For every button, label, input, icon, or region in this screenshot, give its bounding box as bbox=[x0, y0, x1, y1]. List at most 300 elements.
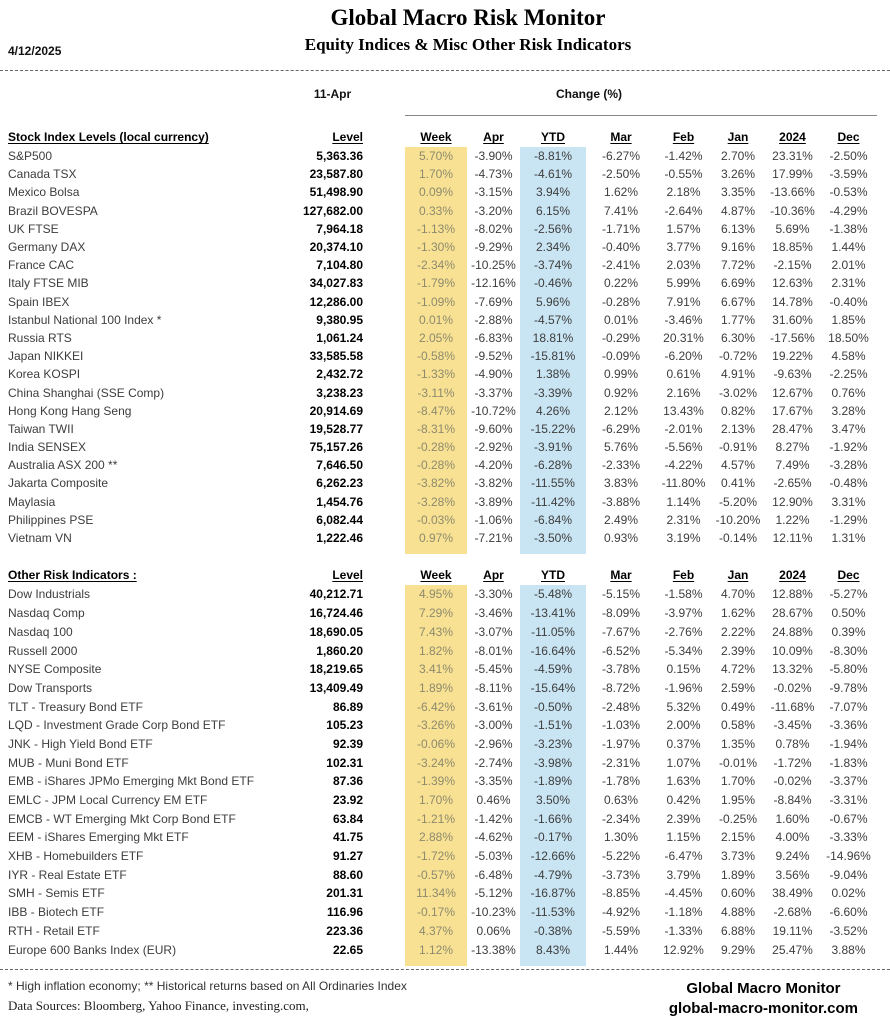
cell-2024: 14.78% bbox=[772, 294, 813, 309]
cell-jan: -0.14% bbox=[718, 531, 758, 546]
row-label: Jakarta Composite bbox=[8, 476, 109, 491]
cell-dec: -9.78% bbox=[829, 680, 868, 695]
cell-gap bbox=[365, 604, 405, 623]
cell-2024: 25.47% bbox=[772, 942, 813, 957]
cell-mar: -2.34% bbox=[601, 811, 641, 826]
cell-2024: -17.56% bbox=[770, 330, 815, 345]
cell-2024: 12.63% bbox=[772, 276, 813, 291]
cell-dec: -0.67% bbox=[829, 811, 868, 826]
cell-feb: 12.92% bbox=[663, 942, 704, 957]
cell-mar: -2.48% bbox=[601, 699, 641, 714]
cell-jan: 6.69% bbox=[720, 276, 756, 291]
cell-feb: 2.39% bbox=[666, 811, 701, 826]
cell-feb: 2.16% bbox=[666, 385, 701, 400]
cell-gap bbox=[365, 420, 405, 438]
table-row bbox=[8, 147, 877, 165]
cell-2024: 12.90% bbox=[772, 494, 813, 509]
cell-2024: 12.67% bbox=[772, 385, 813, 400]
cell-feb: 0.15% bbox=[666, 662, 701, 677]
cell-gap bbox=[365, 493, 405, 511]
cell-week: 1.70% bbox=[405, 165, 467, 183]
cell-ytd: -11.53% bbox=[520, 903, 586, 922]
cell-week: -0.58% bbox=[405, 347, 467, 365]
cell-week: 3.41% bbox=[405, 660, 467, 679]
cell-mar: -0.40% bbox=[601, 240, 641, 255]
col-header-feb: Feb bbox=[672, 568, 695, 583]
cell-apr: -9.29% bbox=[474, 240, 513, 255]
cell-ytd: -3.98% bbox=[520, 753, 586, 772]
cell-jan: -0.25% bbox=[718, 811, 758, 826]
row-label: RTH - Retail ETF bbox=[8, 923, 100, 938]
spacer-cell bbox=[520, 547, 586, 554]
row-label: France CAC bbox=[8, 258, 75, 273]
cell-2024: 19.22% bbox=[772, 349, 813, 364]
table-row bbox=[8, 529, 877, 547]
spacer-cell bbox=[365, 547, 405, 554]
cell-mar: -1.78% bbox=[601, 774, 641, 789]
cell-ytd: -1.89% bbox=[520, 772, 586, 791]
table-row bbox=[8, 604, 877, 623]
cell-dec: 4.58% bbox=[831, 349, 866, 364]
cell-feb: -3.97% bbox=[664, 606, 703, 621]
cell-jan: 2.15% bbox=[720, 830, 756, 845]
cell-feb: -1.42% bbox=[664, 149, 703, 164]
table-row bbox=[8, 511, 877, 529]
cell-level: 1,454.76 bbox=[316, 494, 363, 509]
cell-week: -1.39% bbox=[405, 772, 467, 791]
cell-2024: 13.32% bbox=[772, 662, 813, 677]
cell-level: 16,724.46 bbox=[309, 606, 363, 621]
table-row bbox=[8, 474, 877, 492]
cell-level: 20,374.10 bbox=[309, 240, 363, 255]
cell-gap bbox=[365, 347, 405, 365]
cell-level: 105.23 bbox=[326, 718, 363, 733]
cell-gap bbox=[365, 679, 405, 698]
cell-gap bbox=[365, 183, 405, 201]
cell-apr: -3.90% bbox=[474, 149, 513, 164]
col-header-mar: Mar bbox=[610, 568, 632, 583]
spacer-cell bbox=[365, 959, 405, 966]
cell-mar: 0.92% bbox=[603, 385, 639, 400]
spacer-cell bbox=[405, 959, 467, 966]
cell-mar: -2.41% bbox=[601, 258, 641, 273]
col-header-level: Level bbox=[332, 130, 363, 144]
row-label: Russia RTS bbox=[8, 330, 72, 345]
cell-ytd: -8.81% bbox=[520, 147, 586, 165]
cell-apr: -2.96% bbox=[474, 736, 513, 751]
row-label: Mexico Bolsa bbox=[8, 185, 80, 200]
cell-dec: 0.76% bbox=[831, 385, 866, 400]
table-row bbox=[8, 456, 877, 474]
cell-dec: 18.50% bbox=[828, 330, 869, 345]
cell-gap bbox=[365, 311, 405, 329]
cell-level: 6,082.44 bbox=[316, 512, 363, 527]
cell-jan: -5.20% bbox=[718, 494, 758, 509]
cell-level: 63.84 bbox=[332, 811, 363, 826]
cell-ytd: 1.38% bbox=[520, 365, 586, 383]
col-header-feb: Feb bbox=[672, 130, 695, 144]
cell-2024: -3.45% bbox=[773, 718, 812, 733]
cell-mar: -4.92% bbox=[601, 905, 641, 920]
cell-feb: 0.37% bbox=[666, 736, 701, 751]
table-row bbox=[8, 493, 877, 511]
cell-feb: 2.00% bbox=[666, 718, 701, 733]
cell-feb: -4.45% bbox=[664, 886, 703, 901]
table-row bbox=[8, 202, 877, 220]
cell-2024: 12.11% bbox=[772, 531, 813, 546]
cell-ytd: -3.23% bbox=[520, 735, 586, 754]
cell-level: 19,528.77 bbox=[309, 421, 363, 436]
cell-2024: 31.60% bbox=[772, 312, 813, 327]
cell-dec: -14.96% bbox=[826, 849, 871, 864]
cell-gap bbox=[365, 585, 405, 604]
table-row bbox=[8, 311, 877, 329]
cell-dec: 3.47% bbox=[831, 421, 866, 436]
row-label: Korea KOSPI bbox=[8, 367, 81, 382]
cell-gap bbox=[365, 847, 405, 866]
cell-apr: -8.11% bbox=[474, 680, 513, 695]
cell-apr: -3.35% bbox=[474, 774, 513, 789]
cell-mar: 0.63% bbox=[603, 793, 639, 808]
cell-ytd: -16.87% bbox=[520, 884, 586, 903]
cell-week: 7.43% bbox=[405, 623, 467, 642]
cell-jan: 6.67% bbox=[720, 294, 756, 309]
cell-ytd: -0.46% bbox=[520, 274, 586, 292]
cell-gap bbox=[365, 220, 405, 238]
cell-gap bbox=[365, 772, 405, 791]
cell-week: 1.89% bbox=[405, 679, 467, 698]
cell-feb: 0.61% bbox=[666, 367, 701, 382]
cell-2024: -2.65% bbox=[773, 476, 812, 491]
cell-dec: -1.29% bbox=[829, 512, 868, 527]
cell-dec: -6.60% bbox=[829, 905, 868, 920]
cell-jan: 1.70% bbox=[720, 774, 756, 789]
cell-gap bbox=[365, 623, 405, 642]
spacer-cell bbox=[520, 959, 586, 966]
spacer-cell bbox=[8, 959, 300, 966]
cell-ytd: -11.05% bbox=[520, 623, 586, 642]
cell-apr: -3.82% bbox=[474, 476, 513, 491]
cell-apr: -1.06% bbox=[474, 512, 513, 527]
cell-level: 127,682.00 bbox=[302, 203, 363, 218]
cell-level: 22.65 bbox=[332, 942, 363, 957]
cell-gap bbox=[365, 753, 405, 772]
cell-gap bbox=[365, 147, 405, 165]
cell-dec: -3.28% bbox=[829, 458, 868, 473]
cell-week: 11.34% bbox=[405, 884, 467, 903]
col-header-2024: 2024 bbox=[779, 130, 806, 144]
spacer-cell bbox=[711, 547, 765, 554]
cell-dec: -8.30% bbox=[829, 643, 868, 658]
cell-dec: -0.48% bbox=[829, 476, 868, 491]
cell-2024: -2.15% bbox=[773, 258, 812, 273]
row-label: EMCB - WT Emerging Mkt Corp Bond ETF bbox=[8, 811, 236, 826]
cell-ytd: -11.55% bbox=[520, 474, 586, 492]
table-row bbox=[8, 847, 877, 866]
cell-mar: 3.83% bbox=[603, 476, 639, 491]
cell-mar: -6.52% bbox=[601, 643, 641, 658]
cell-jan: 4.72% bbox=[720, 662, 756, 677]
cell-apr: -6.83% bbox=[474, 330, 513, 345]
cell-dec: -3.36% bbox=[829, 718, 868, 733]
cell-level: 116.96 bbox=[326, 905, 363, 920]
row-label: Japan NIKKEI bbox=[8, 349, 84, 364]
spacer-cell bbox=[300, 959, 365, 966]
cell-apr: -5.03% bbox=[474, 849, 513, 864]
row-label: Italy FTSE MIB bbox=[8, 276, 89, 291]
cell-jan: 0.58% bbox=[720, 718, 756, 733]
table-row bbox=[8, 183, 877, 201]
equity-indices-body bbox=[8, 147, 877, 554]
section-label-stock-indices: Stock Index Levels (local currency) bbox=[8, 130, 209, 144]
row-label: TLT - Treasury Bond ETF bbox=[8, 699, 143, 714]
cell-apr: -9.52% bbox=[474, 349, 513, 364]
cell-week: -8.31% bbox=[405, 420, 467, 438]
row-label: Hong Kong Hang Seng bbox=[8, 403, 132, 418]
cell-mar: -8.72% bbox=[601, 680, 641, 695]
table-row bbox=[8, 884, 877, 903]
cell-2024: 38.49% bbox=[772, 886, 813, 901]
cell-mar: -0.28% bbox=[601, 294, 641, 309]
cell-dec: 1.31% bbox=[831, 531, 866, 546]
cell-mar: -1.97% bbox=[601, 736, 641, 751]
cell-ytd: -3.74% bbox=[520, 256, 586, 274]
cell-ytd: 8.43% bbox=[520, 940, 586, 959]
table-row bbox=[8, 293, 877, 311]
cell-apr: -9.60% bbox=[474, 421, 513, 436]
cell-ytd: 4.26% bbox=[520, 402, 586, 420]
cell-week: -0.03% bbox=[405, 511, 467, 529]
cell-2024: 0.78% bbox=[775, 736, 810, 751]
cell-dec: 3.28% bbox=[831, 403, 866, 418]
cell-ytd: -16.64% bbox=[520, 641, 586, 660]
row-label: Dow Industrials bbox=[8, 587, 91, 602]
table-row bbox=[8, 383, 877, 401]
row-label: EMB - iShares JPMo Emerging Mkt Bond ETF bbox=[8, 774, 255, 789]
row-label: Maylasia bbox=[8, 494, 56, 509]
row-label: Brazil BOVESPA bbox=[8, 203, 98, 218]
cell-dec: -4.29% bbox=[829, 203, 868, 218]
cell-jan: 0.41% bbox=[720, 476, 756, 491]
cell-jan: -10.20% bbox=[715, 512, 761, 527]
cell-feb: 2.03% bbox=[666, 258, 701, 273]
cell-week: -1.30% bbox=[405, 238, 467, 256]
table-row bbox=[8, 641, 877, 660]
cell-gap bbox=[365, 202, 405, 220]
cell-ytd: -1.66% bbox=[520, 809, 586, 828]
table-row bbox=[8, 679, 877, 698]
cell-week: 0.97% bbox=[405, 529, 467, 547]
cell-week: 5.70% bbox=[405, 147, 467, 165]
cell-apr: -7.69% bbox=[474, 294, 513, 309]
cell-week: -1.21% bbox=[405, 809, 467, 828]
cell-week: 1.12% bbox=[405, 940, 467, 959]
report-date: 4/12/2025 bbox=[8, 44, 62, 58]
spacer-cell bbox=[656, 959, 711, 966]
cell-jan: 2.59% bbox=[720, 680, 756, 695]
cell-level: 201.31 bbox=[326, 886, 363, 901]
cell-feb: 1.57% bbox=[666, 221, 701, 236]
row-label: Nasdaq 100 bbox=[8, 624, 73, 639]
cell-dec: -3.37% bbox=[829, 774, 868, 789]
cell-dec: 3.88% bbox=[831, 942, 866, 957]
cell-jan: 0.82% bbox=[720, 403, 756, 418]
cell-mar: -3.73% bbox=[601, 867, 641, 882]
cell-feb: -2.76% bbox=[664, 624, 703, 639]
cell-apr: -5.12% bbox=[474, 886, 513, 901]
cell-apr: 0.06% bbox=[476, 923, 511, 938]
table-row bbox=[8, 903, 877, 922]
cell-mar: 0.99% bbox=[603, 367, 639, 382]
cell-jan: 2.39% bbox=[720, 643, 756, 658]
cell-dec: -0.40% bbox=[829, 294, 868, 309]
table-row bbox=[8, 791, 877, 810]
row-label: EEM - iShares Emerging Mkt ETF bbox=[8, 830, 189, 845]
cell-feb: 1.14% bbox=[666, 494, 701, 509]
cell-feb: 3.79% bbox=[666, 867, 701, 882]
cell-ytd: -11.42% bbox=[520, 493, 586, 511]
row-label: India SENSEX bbox=[8, 440, 87, 455]
cell-mar: -1.03% bbox=[601, 718, 641, 733]
spacer-cell bbox=[467, 547, 520, 554]
spacer-cell bbox=[586, 959, 656, 966]
cell-jan: 6.13% bbox=[720, 221, 756, 236]
cell-jan: 4.87% bbox=[720, 203, 756, 218]
cell-2024: -2.68% bbox=[773, 905, 812, 920]
cell-level: 33,585.58 bbox=[309, 349, 363, 364]
other-risk-indicators-body bbox=[8, 585, 877, 966]
cell-2024: 24.88% bbox=[772, 624, 813, 639]
cell-mar: -2.50% bbox=[601, 167, 641, 182]
col-header-mar: Mar bbox=[610, 130, 632, 144]
cell-ytd: -15.22% bbox=[520, 420, 586, 438]
cell-dec: -3.52% bbox=[829, 923, 868, 938]
cell-2024: -13.66% bbox=[770, 185, 815, 200]
cell-feb: 1.07% bbox=[666, 755, 701, 770]
cell-mar: -3.88% bbox=[601, 494, 641, 509]
cell-mar: 0.22% bbox=[603, 276, 639, 291]
page-subtitle: Equity Indices & Misc Other Risk Indicators bbox=[304, 34, 632, 54]
cell-week: -2.34% bbox=[405, 256, 467, 274]
cell-2024: 17.99% bbox=[772, 167, 813, 182]
cell-dec: 2.31% bbox=[831, 276, 866, 291]
cell-jan: 0.60% bbox=[720, 886, 756, 901]
cell-mar: -0.09% bbox=[601, 349, 641, 364]
cell-dec: 1.44% bbox=[831, 240, 866, 255]
footnote-block bbox=[8, 979, 407, 1020]
row-label: Istanbul National 100 Index * bbox=[8, 312, 162, 327]
cell-apr: -10.25% bbox=[471, 258, 516, 273]
cell-week: -6.42% bbox=[405, 697, 467, 716]
cell-apr: -10.72% bbox=[471, 403, 516, 418]
row-label: EMLC - JPM Local Currency EM ETF bbox=[8, 793, 208, 808]
cell-gap bbox=[365, 383, 405, 401]
cell-apr: -3.37% bbox=[474, 385, 513, 400]
cell-level: 6,262.23 bbox=[316, 476, 363, 491]
col-header-ytd: YTD bbox=[541, 568, 565, 583]
cell-level: 20,914.69 bbox=[309, 403, 363, 418]
cell-week: 0.09% bbox=[405, 183, 467, 201]
spacer-cell bbox=[820, 959, 877, 966]
cell-gap bbox=[365, 293, 405, 311]
table-row bbox=[8, 585, 877, 604]
cell-dec: 0.39% bbox=[831, 624, 866, 639]
cell-week: 7.29% bbox=[405, 604, 467, 623]
cell-feb: -6.20% bbox=[664, 349, 703, 364]
row-label: Russell 2000 bbox=[8, 643, 78, 658]
cell-dec: -3.33% bbox=[829, 830, 868, 845]
cell-level: 3,238.23 bbox=[316, 385, 363, 400]
table-row bbox=[8, 697, 877, 716]
cell-mar: -5.15% bbox=[601, 587, 641, 602]
table-row bbox=[8, 828, 877, 847]
cell-dec: -7.07% bbox=[829, 699, 868, 714]
table-row bbox=[8, 940, 877, 959]
cell-ytd: -2.56% bbox=[520, 220, 586, 238]
cell-week: -0.06% bbox=[405, 735, 467, 754]
cell-ytd: -5.48% bbox=[520, 585, 586, 604]
cell-apr: -10.23% bbox=[471, 905, 516, 920]
cell-week: -3.82% bbox=[405, 474, 467, 492]
row-label: Nasdaq Comp bbox=[8, 606, 85, 621]
cell-apr: -4.62% bbox=[474, 830, 513, 845]
cell-gap bbox=[365, 274, 405, 292]
cell-jan: 9.29% bbox=[720, 942, 756, 957]
cell-dec: 3.31% bbox=[831, 494, 866, 509]
cell-ytd: -6.84% bbox=[520, 511, 586, 529]
cell-feb: 2.31% bbox=[666, 512, 701, 527]
cell-2024: 10.09% bbox=[772, 643, 813, 658]
row-label: China Shanghai (SSE Comp) bbox=[8, 385, 165, 400]
cell-level: 7,104.80 bbox=[316, 258, 363, 273]
cell-mar: -6.29% bbox=[601, 421, 641, 436]
cell-ytd: -12.66% bbox=[520, 847, 586, 866]
cell-ytd: -0.38% bbox=[520, 922, 586, 941]
cell-gap bbox=[365, 735, 405, 754]
cell-2024: 12.88% bbox=[772, 587, 813, 602]
cell-level: 1,222.46 bbox=[316, 531, 363, 546]
cell-gap bbox=[365, 256, 405, 274]
table-row bbox=[8, 165, 877, 183]
cell-apr: -1.42% bbox=[474, 811, 513, 826]
cell-mar: 5.76% bbox=[603, 440, 639, 455]
cell-gap bbox=[365, 329, 405, 347]
cell-dec: -2.25% bbox=[829, 367, 868, 382]
row-label: Taiwan TWII bbox=[8, 421, 74, 436]
cell-ytd: 2.34% bbox=[520, 238, 586, 256]
cell-level: 223.36 bbox=[326, 923, 363, 938]
cell-gap bbox=[365, 865, 405, 884]
cell-week: -1.09% bbox=[405, 293, 467, 311]
cell-feb: 13.43% bbox=[663, 403, 704, 418]
cell-feb: -5.56% bbox=[664, 440, 703, 455]
cell-2024: 18.85% bbox=[772, 240, 813, 255]
cell-dec: -1.94% bbox=[829, 736, 868, 751]
cell-2024: 28.47% bbox=[772, 421, 813, 436]
cell-week: 0.01% bbox=[405, 311, 467, 329]
cell-level: 18,690.05 bbox=[309, 624, 363, 639]
cell-feb: -11.80% bbox=[661, 476, 706, 491]
title-block bbox=[46, 0, 890, 55]
cell-week: -1.33% bbox=[405, 365, 467, 383]
col-header-2024: 2024 bbox=[779, 568, 806, 583]
cell-feb: -3.46% bbox=[664, 312, 703, 327]
col-header-jan: Jan bbox=[727, 568, 749, 583]
cell-jan: 9.16% bbox=[720, 240, 756, 255]
highlight-spacer-row bbox=[8, 547, 877, 554]
cell-2024: -11.68% bbox=[770, 699, 815, 714]
cell-jan: 3.73% bbox=[720, 849, 756, 864]
